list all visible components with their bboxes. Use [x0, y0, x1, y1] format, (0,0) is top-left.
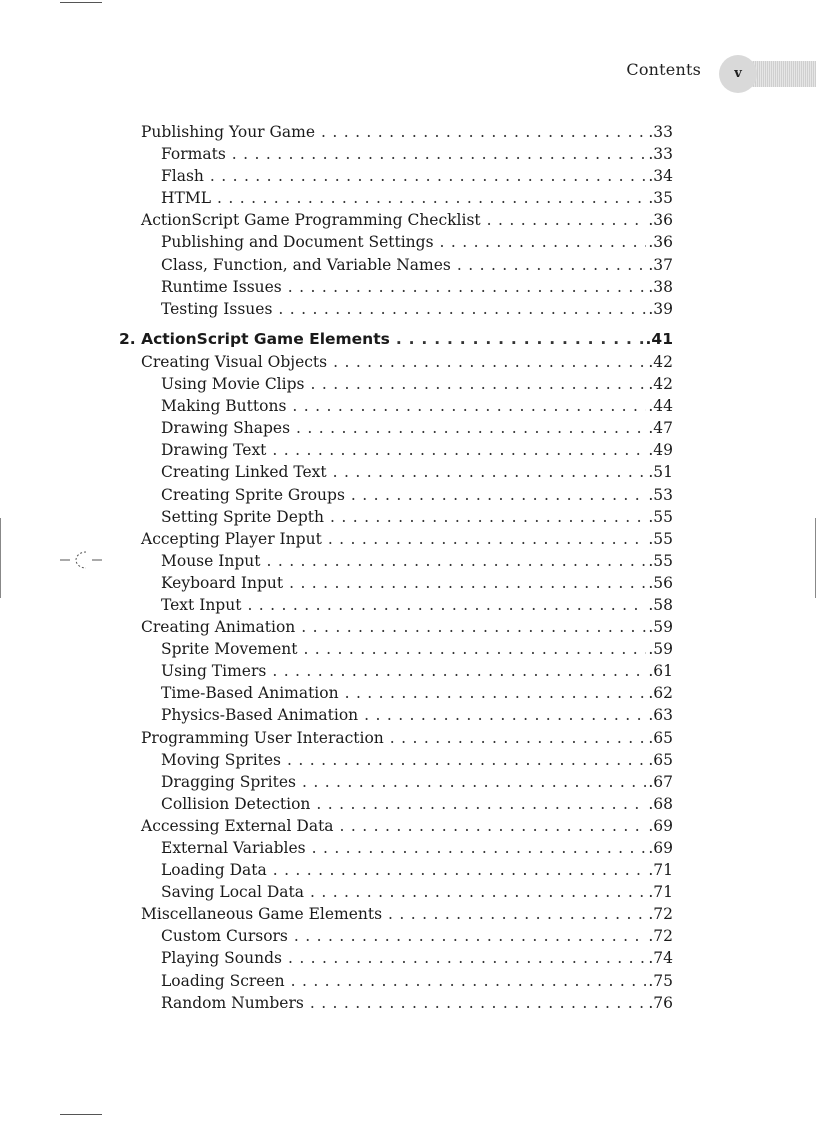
toc-page-number: .55 [648, 507, 673, 526]
toc-entry[interactable] [161, 254, 673, 276]
toc-entry[interactable] [161, 638, 673, 660]
dot-leader [302, 771, 646, 793]
toc-page-number: .47 [648, 419, 673, 438]
toc-entry[interactable] [161, 970, 673, 992]
dot-leader [330, 506, 646, 528]
dot-leader [312, 837, 647, 859]
toc-entry-label: Using Timers [161, 660, 272, 682]
toc-entry[interactable] [161, 594, 673, 616]
toc-entry[interactable] [161, 395, 673, 417]
dot-leader [303, 638, 646, 660]
toc-page-number: .72 [648, 905, 673, 924]
toc-entry-label: Flash [161, 165, 210, 187]
toc-entry[interactable] [161, 947, 673, 969]
toc-page-number: .41 [645, 329, 673, 348]
toc-page-number: .35 [648, 189, 673, 208]
dot-leader [351, 484, 646, 506]
toc-entry-label: Programming User Interaction [141, 727, 390, 749]
dot-leader [321, 121, 646, 143]
dot-leader [292, 395, 646, 417]
dot-leader [328, 528, 647, 550]
dot-leader [333, 461, 647, 483]
toc-entry[interactable] [141, 209, 673, 231]
dot-leader [396, 328, 644, 350]
toc-entry-label: Drawing Shapes [161, 417, 296, 439]
toc-page-number: .53 [648, 485, 673, 504]
toc-page-number: .44 [648, 397, 673, 416]
toc-page-number: .33 [648, 123, 673, 141]
dot-leader [266, 550, 646, 572]
dot-leader [310, 373, 646, 395]
toc-page-number: .59 [648, 640, 673, 659]
toc-entry-label: Creating Linked Text [161, 461, 333, 483]
toc-entry[interactable] [141, 121, 673, 143]
toc-entry[interactable] [161, 506, 673, 528]
toc-entry-label: ActionScript Game Programming Checklist [141, 209, 487, 231]
dot-leader [310, 881, 646, 903]
toc-entry[interactable] [141, 351, 673, 373]
dot-leader [210, 165, 646, 187]
toc-entry-label: Time-Based Animation [161, 682, 345, 704]
toc-entry-label: Sprite Movement [161, 638, 303, 660]
toc-page-number: .74 [648, 949, 673, 968]
toc-page-number: .55 [648, 551, 673, 570]
dot-leader [288, 947, 646, 969]
toc-chapter-entry[interactable] [119, 328, 673, 350]
dot-leader [310, 992, 647, 1014]
toc-entry[interactable] [141, 815, 673, 837]
toc-entry-label: Accepting Player Input [141, 528, 328, 550]
toc-entry[interactable] [161, 143, 673, 165]
toc-entry-label: Saving Local Data [161, 881, 310, 903]
toc-entry-label: Testing Issues [161, 298, 278, 320]
toc-entry[interactable] [161, 439, 673, 461]
dot-leader [364, 704, 646, 726]
dot-leader [340, 815, 647, 837]
toc-entry-label: Dragging Sprites [161, 771, 302, 793]
dot-leader [388, 903, 646, 925]
toc-entry[interactable] [161, 298, 673, 320]
toc-entry-label: Class, Function, and Variable Names [161, 254, 457, 276]
dot-leader [301, 616, 646, 638]
dot-leader [316, 793, 646, 815]
toc-page-number: .59 [648, 618, 673, 637]
toc-entry[interactable] [141, 903, 673, 925]
toc-entry-label: Moving Sprites [161, 749, 287, 771]
toc-entry-label: Drawing Text [161, 439, 272, 461]
toc-entry[interactable] [161, 550, 673, 572]
page-number-badge: v [719, 55, 757, 93]
toc-page-number: .37 [648, 255, 673, 274]
toc-entry-label: Setting Sprite Depth [161, 506, 330, 528]
toc-entry[interactable] [161, 484, 673, 506]
dot-leader [272, 660, 646, 682]
toc-page-number: .51 [648, 463, 673, 482]
dot-leader [291, 970, 647, 992]
toc-entry-label: Formats [161, 143, 232, 165]
toc-entry[interactable] [161, 276, 673, 298]
toc-page-number: .76 [648, 993, 673, 1012]
dot-leader [217, 187, 646, 209]
toc-entry-label: Creating Visual Objects [141, 351, 333, 373]
toc-page-number: .65 [648, 750, 673, 769]
toc-entry-label: Using Movie Clips [161, 373, 310, 395]
toc-entry[interactable] [161, 881, 673, 903]
header-title: Contents [626, 60, 701, 79]
toc-entry-label: Text Input [161, 594, 247, 616]
toc-entry[interactable] [161, 704, 673, 726]
toc-entry-label: Custom Cursors [161, 925, 294, 947]
toc-entry-label: Accessing External Data [141, 815, 340, 837]
dot-leader [247, 594, 646, 616]
toc-page-number: .69 [648, 839, 673, 857]
toc-entry-label: Random Numbers [161, 992, 310, 1014]
toc-page-number: .38 [648, 277, 673, 296]
toc-entry-label: Keyboard Input [161, 572, 289, 594]
toc-entry[interactable] [161, 417, 673, 439]
toc-entry-label: Runtime Issues [161, 276, 288, 298]
dot-leader [289, 572, 646, 594]
toc-entry-label: Loading Data [161, 859, 273, 881]
toc-page-number: .58 [648, 595, 673, 614]
dot-leader [440, 231, 647, 253]
toc-page-number: .63 [648, 706, 673, 725]
toc-entry[interactable] [161, 859, 673, 881]
dot-leader [232, 143, 647, 165]
toc-page-number: .39 [648, 299, 673, 318]
toc-entry[interactable] [161, 749, 673, 771]
toc-entry[interactable] [141, 727, 673, 749]
toc-entry[interactable] [161, 572, 673, 594]
toc-entry[interactable] [161, 837, 673, 859]
dot-leader [287, 749, 646, 771]
running-header [0, 59, 816, 91]
dot-leader [487, 209, 647, 231]
toc-entry-label: External Variables [161, 837, 312, 859]
toc-entry-label: Creating Sprite Groups [161, 484, 351, 506]
toc-page-number: .72 [648, 927, 673, 946]
dot-leader [272, 439, 646, 461]
toc-page-number: .42 [648, 352, 673, 371]
dot-leader [273, 859, 647, 881]
toc-page-number: .68 [648, 794, 673, 813]
toc-page-number: .71 [648, 861, 673, 880]
toc-page-number: .56 [648, 573, 673, 592]
toc-page-number: .69 [648, 816, 673, 835]
toc-entry[interactable] [161, 231, 673, 253]
toc-page-number: .49 [648, 441, 673, 460]
toc-entry[interactable] [161, 682, 673, 704]
toc-page-number: .55 [648, 529, 673, 548]
dot-leader [294, 925, 646, 947]
toc-entry-label: Collision Detection [161, 793, 316, 815]
crop-mark-top [60, 2, 102, 3]
toc-page-number: .36 [648, 233, 673, 252]
toc-page-number: .62 [648, 684, 673, 703]
toc-entry-label: Creating Animation [141, 616, 301, 638]
toc-entry[interactable] [161, 461, 673, 483]
toc-entry-label: Miscellaneous Game Elements [141, 903, 388, 925]
dot-leader [345, 682, 647, 704]
toc-entry[interactable] [161, 793, 673, 815]
toc-entry-label: HTML [161, 187, 217, 209]
toc-entry-label: Physics-Based Animation [161, 704, 364, 726]
toc-page-number: .75 [648, 971, 673, 990]
toc-entry-label: Mouse Input [161, 550, 266, 572]
toc-page-number: .65 [648, 728, 673, 747]
toc-entry[interactable] [141, 616, 673, 638]
toc-page-number: .33 [648, 145, 673, 164]
toc-entry[interactable] [161, 925, 673, 947]
toc-entry[interactable] [161, 992, 673, 1014]
crop-mark-bottom [60, 1114, 102, 1115]
toc-page-number: .67 [648, 772, 673, 791]
toc-entry-label: 2. ActionScript Game Elements [119, 328, 396, 350]
toc-entry-label: Publishing and Document Settings [161, 231, 440, 253]
toc-page-number: .36 [648, 211, 673, 230]
dot-leader [457, 254, 646, 276]
toc-page-number: .42 [648, 375, 673, 394]
toc-page-number: .71 [648, 883, 673, 902]
dot-leader [333, 351, 646, 373]
dot-leader [296, 417, 646, 439]
toc-entry[interactable] [161, 660, 673, 682]
toc-entry-label: Publishing Your Game [141, 121, 321, 143]
table-of-contents [0, 121, 816, 1014]
toc-entry[interactable] [161, 373, 673, 395]
toc-entry[interactable] [141, 528, 673, 550]
dot-leader [278, 298, 646, 320]
toc-entry-label: Loading Screen [161, 970, 291, 992]
toc-entry-label: Playing Sounds [161, 947, 288, 969]
dot-leader [390, 727, 647, 749]
toc-entry[interactable] [161, 771, 673, 793]
toc-page-number: .61 [648, 662, 673, 681]
dot-leader [288, 276, 647, 298]
toc-entry[interactable] [161, 187, 673, 209]
toc-page-number: .34 [648, 167, 673, 186]
toc-entry-label: Making Buttons [161, 395, 292, 417]
toc-entry[interactable] [161, 165, 673, 187]
